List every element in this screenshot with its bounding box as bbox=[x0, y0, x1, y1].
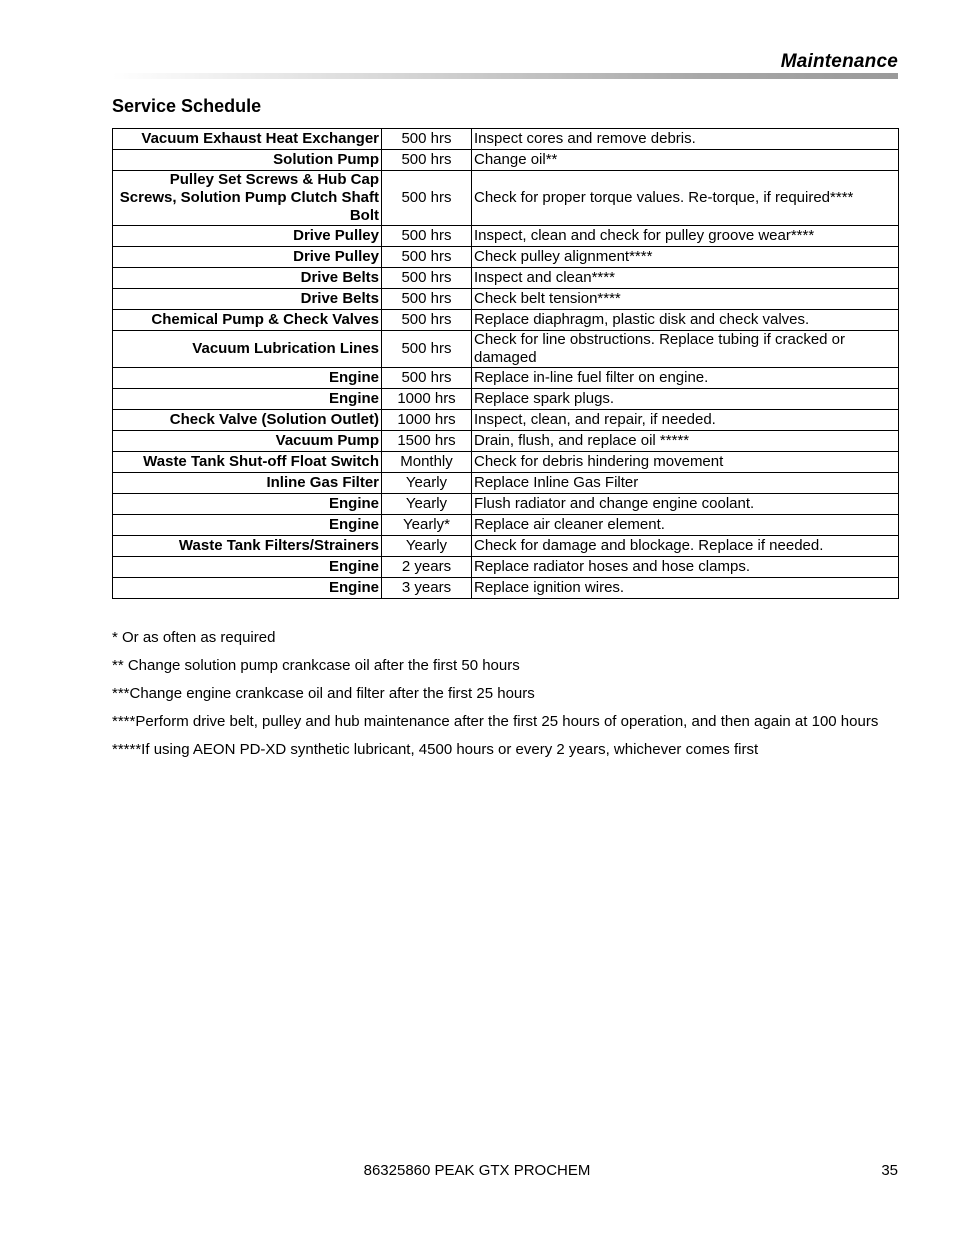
action-cell: Replace Inline Gas Filter bbox=[472, 473, 899, 494]
interval-cell: Yearly bbox=[382, 536, 472, 557]
interval-cell: 500 hrs bbox=[382, 268, 472, 289]
item-cell: Drive Pulley bbox=[113, 247, 382, 268]
action-cell: Change oil** bbox=[472, 150, 899, 171]
table-row bbox=[113, 431, 899, 452]
item-cell: Check Valve (Solution Outlet) bbox=[113, 410, 382, 431]
footer-document-id: 86325860 PEAK GTX PROCHEM bbox=[363, 1162, 591, 1179]
table-row bbox=[113, 226, 899, 247]
table-row bbox=[113, 289, 899, 310]
action-cell: Check for debris hindering movement bbox=[472, 452, 899, 473]
footnote: ** Change solution pump crankcase oil after the first 50 hours bbox=[112, 657, 520, 674]
footer-page-number: 35 bbox=[881, 1162, 898, 1179]
footnote: ***Change engine crankcase oil and filter after the first 25 hours bbox=[112, 685, 535, 702]
action-cell: Inspect, clean and check for pulley groove wear**** bbox=[472, 226, 899, 247]
table-row bbox=[113, 268, 899, 289]
interval-cell: Yearly bbox=[382, 494, 472, 515]
item-cell: Pulley Set Screws & Hub Cap Screws, Solution Pump Clutch Shaft Bolt bbox=[113, 171, 382, 226]
table-row bbox=[113, 310, 899, 331]
item-cell: Engine bbox=[113, 389, 382, 410]
item-cell: Engine bbox=[113, 494, 382, 515]
table-row bbox=[113, 410, 899, 431]
table-row bbox=[113, 578, 899, 599]
action-cell: Check for proper torque values. Re-torque, if required**** bbox=[472, 171, 899, 226]
service-schedule-table bbox=[112, 128, 899, 599]
interval-cell: 500 hrs bbox=[382, 226, 472, 247]
item-cell: Vacuum Exhaust Heat Exchanger bbox=[113, 129, 382, 150]
action-cell: Inspect and clean**** bbox=[472, 268, 899, 289]
interval-cell: Yearly bbox=[382, 473, 472, 494]
footnote: ****Perform drive belt, pulley and hub maintenance after the first 25 hours of operation, and then again at 100 hours bbox=[112, 713, 879, 730]
action-cell: Inspect cores and remove debris. bbox=[472, 129, 899, 150]
item-cell: Waste Tank Filters/Strainers bbox=[113, 536, 382, 557]
item-cell: Drive Belts bbox=[113, 289, 382, 310]
interval-cell: 1000 hrs bbox=[382, 389, 472, 410]
interval-cell: 500 hrs bbox=[382, 171, 472, 226]
item-cell: Engine bbox=[113, 557, 382, 578]
item-cell: Drive Belts bbox=[113, 268, 382, 289]
table-row bbox=[113, 150, 899, 171]
interval-cell: 1000 hrs bbox=[382, 410, 472, 431]
action-cell: Replace ignition wires. bbox=[472, 578, 899, 599]
interval-cell: 500 hrs bbox=[382, 129, 472, 150]
action-cell: Replace air cleaner element. bbox=[472, 515, 899, 536]
table-row bbox=[113, 171, 899, 226]
footnote: *****If using AEON PD-XD synthetic lubricant, 4500 hours or every 2 years, whichever comes first bbox=[112, 741, 759, 758]
item-cell: Vacuum Pump bbox=[113, 431, 382, 452]
action-cell: Check pulley alignment**** bbox=[472, 247, 899, 268]
table-row bbox=[113, 368, 899, 389]
interval-cell: 1500 hrs bbox=[382, 431, 472, 452]
interval-cell: Yearly* bbox=[382, 515, 472, 536]
table-row bbox=[113, 557, 899, 578]
interval-cell: 500 hrs bbox=[382, 368, 472, 389]
item-cell: Engine bbox=[113, 368, 382, 389]
interval-cell: 2 years bbox=[382, 557, 472, 578]
action-cell: Check belt tension**** bbox=[472, 289, 899, 310]
table-row bbox=[113, 494, 899, 515]
table-row bbox=[113, 129, 899, 150]
action-cell: Flush radiator and change engine coolant. bbox=[472, 494, 899, 515]
table-row bbox=[113, 331, 899, 368]
action-cell: Replace spark plugs. bbox=[472, 389, 899, 410]
item-cell: Waste Tank Shut-off Float Switch bbox=[113, 452, 382, 473]
table-row bbox=[113, 247, 899, 268]
footnote: * Or as often as required bbox=[112, 629, 276, 646]
action-cell: Check for damage and blockage. Replace if needed. bbox=[472, 536, 899, 557]
section-header: Maintenance bbox=[780, 51, 898, 72]
table-row bbox=[113, 473, 899, 494]
header-rule bbox=[112, 73, 898, 79]
table-row bbox=[113, 515, 899, 536]
item-cell: Engine bbox=[113, 515, 382, 536]
interval-cell: Monthly bbox=[382, 452, 472, 473]
interval-cell: 500 hrs bbox=[382, 150, 472, 171]
item-cell: Inline Gas Filter bbox=[113, 473, 382, 494]
item-cell: Drive Pulley bbox=[113, 226, 382, 247]
action-cell: Check for line obstructions. Replace tubing if cracked or damaged bbox=[472, 331, 899, 368]
table-row bbox=[113, 452, 899, 473]
table-row bbox=[113, 536, 899, 557]
interval-cell: 500 hrs bbox=[382, 331, 472, 368]
item-cell: Vacuum Lubrication Lines bbox=[113, 331, 382, 368]
action-cell: Inspect, clean, and repair, if needed. bbox=[472, 410, 899, 431]
interval-cell: 500 hrs bbox=[382, 310, 472, 331]
interval-cell: 500 hrs bbox=[382, 247, 472, 268]
action-cell: Replace diaphragm, plastic disk and check valves. bbox=[472, 310, 899, 331]
item-cell: Engine bbox=[113, 578, 382, 599]
action-cell: Drain, flush, and replace oil ***** bbox=[472, 431, 899, 452]
item-cell: Solution Pump bbox=[113, 150, 382, 171]
table-row bbox=[113, 389, 899, 410]
footnotes bbox=[112, 629, 912, 769]
interval-cell: 3 years bbox=[382, 578, 472, 599]
page-title: Service Schedule bbox=[112, 96, 262, 116]
action-cell: Replace in-line fuel filter on engine. bbox=[472, 368, 899, 389]
interval-cell: 500 hrs bbox=[382, 289, 472, 310]
item-cell: Chemical Pump & Check Valves bbox=[113, 310, 382, 331]
action-cell: Replace radiator hoses and hose clamps. bbox=[472, 557, 899, 578]
